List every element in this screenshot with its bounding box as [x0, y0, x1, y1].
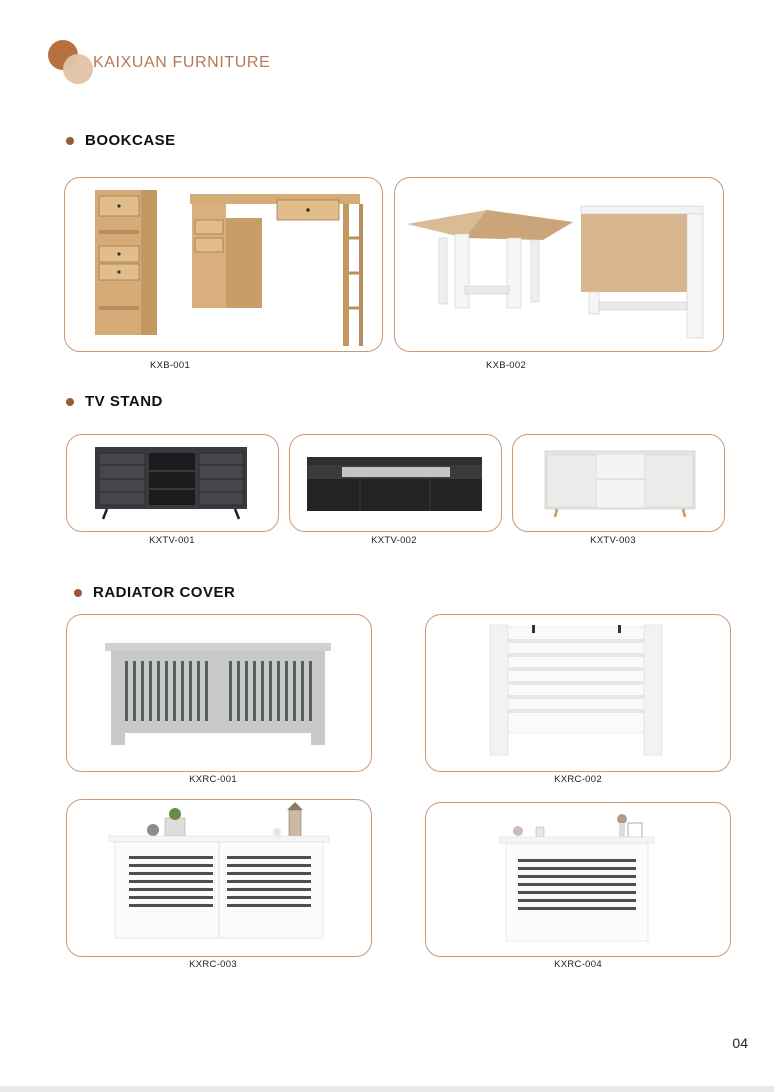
product-card-kxrc-001[interactable] [66, 614, 372, 772]
radiator-cover-white-compact-image [426, 803, 730, 956]
product-code: KXTV-002 [371, 535, 417, 546]
product-card-kxtv-002[interactable] [289, 434, 502, 532]
product-card-kxrc-003[interactable] [66, 799, 372, 957]
page-number: 04 [732, 1035, 748, 1051]
product-card-kxrc-002[interactable] [425, 614, 731, 772]
bottom-divider [0, 1086, 774, 1092]
logo-circle-light [63, 54, 93, 84]
brand-name: KAIXUAN FURNITURE [93, 54, 271, 71]
radiator-cover-grey-image [67, 615, 371, 771]
section-title-bookcase [66, 132, 176, 149]
radiator-cover-white-wide-image [67, 800, 371, 956]
product-card-kxrc-004[interactable] [425, 802, 731, 957]
product-card-kxb-001[interactable] [64, 177, 383, 352]
section-title-text: RADIATOR COVER [93, 584, 236, 601]
product-code: KXB-002 [485, 360, 527, 371]
bullet-icon [66, 137, 74, 145]
radiator-cover-white-slats-image [426, 615, 730, 771]
product-code: KXRC-001 [189, 774, 237, 785]
tv-stand-dark-image [67, 435, 278, 531]
product-card-kxtv-001[interactable] [66, 434, 279, 532]
folding-table-image [395, 178, 723, 351]
tv-stand-black-image [290, 435, 501, 531]
section-title-text: BOOKCASE [85, 132, 176, 149]
section-title-tv-stand [66, 393, 163, 410]
product-code: KXTV-001 [149, 535, 195, 546]
product-card-kxb-002[interactable] [394, 177, 724, 352]
bullet-icon [66, 398, 74, 406]
bookcase-desk-image [65, 178, 382, 351]
brand-logo [48, 40, 288, 84]
product-code: KXRC-003 [189, 959, 237, 970]
product-code: KXRC-004 [554, 959, 602, 970]
section-title-text: TV STAND [85, 393, 163, 410]
section-title-radiator-cover [74, 584, 235, 601]
product-code: KXRC-002 [554, 774, 602, 785]
product-card-kxtv-003[interactable] [512, 434, 725, 532]
product-code: KXB-001 [149, 360, 191, 371]
bullet-icon [74, 589, 82, 597]
product-code: KXTV-003 [590, 535, 636, 546]
tv-stand-white-image [513, 435, 724, 531]
